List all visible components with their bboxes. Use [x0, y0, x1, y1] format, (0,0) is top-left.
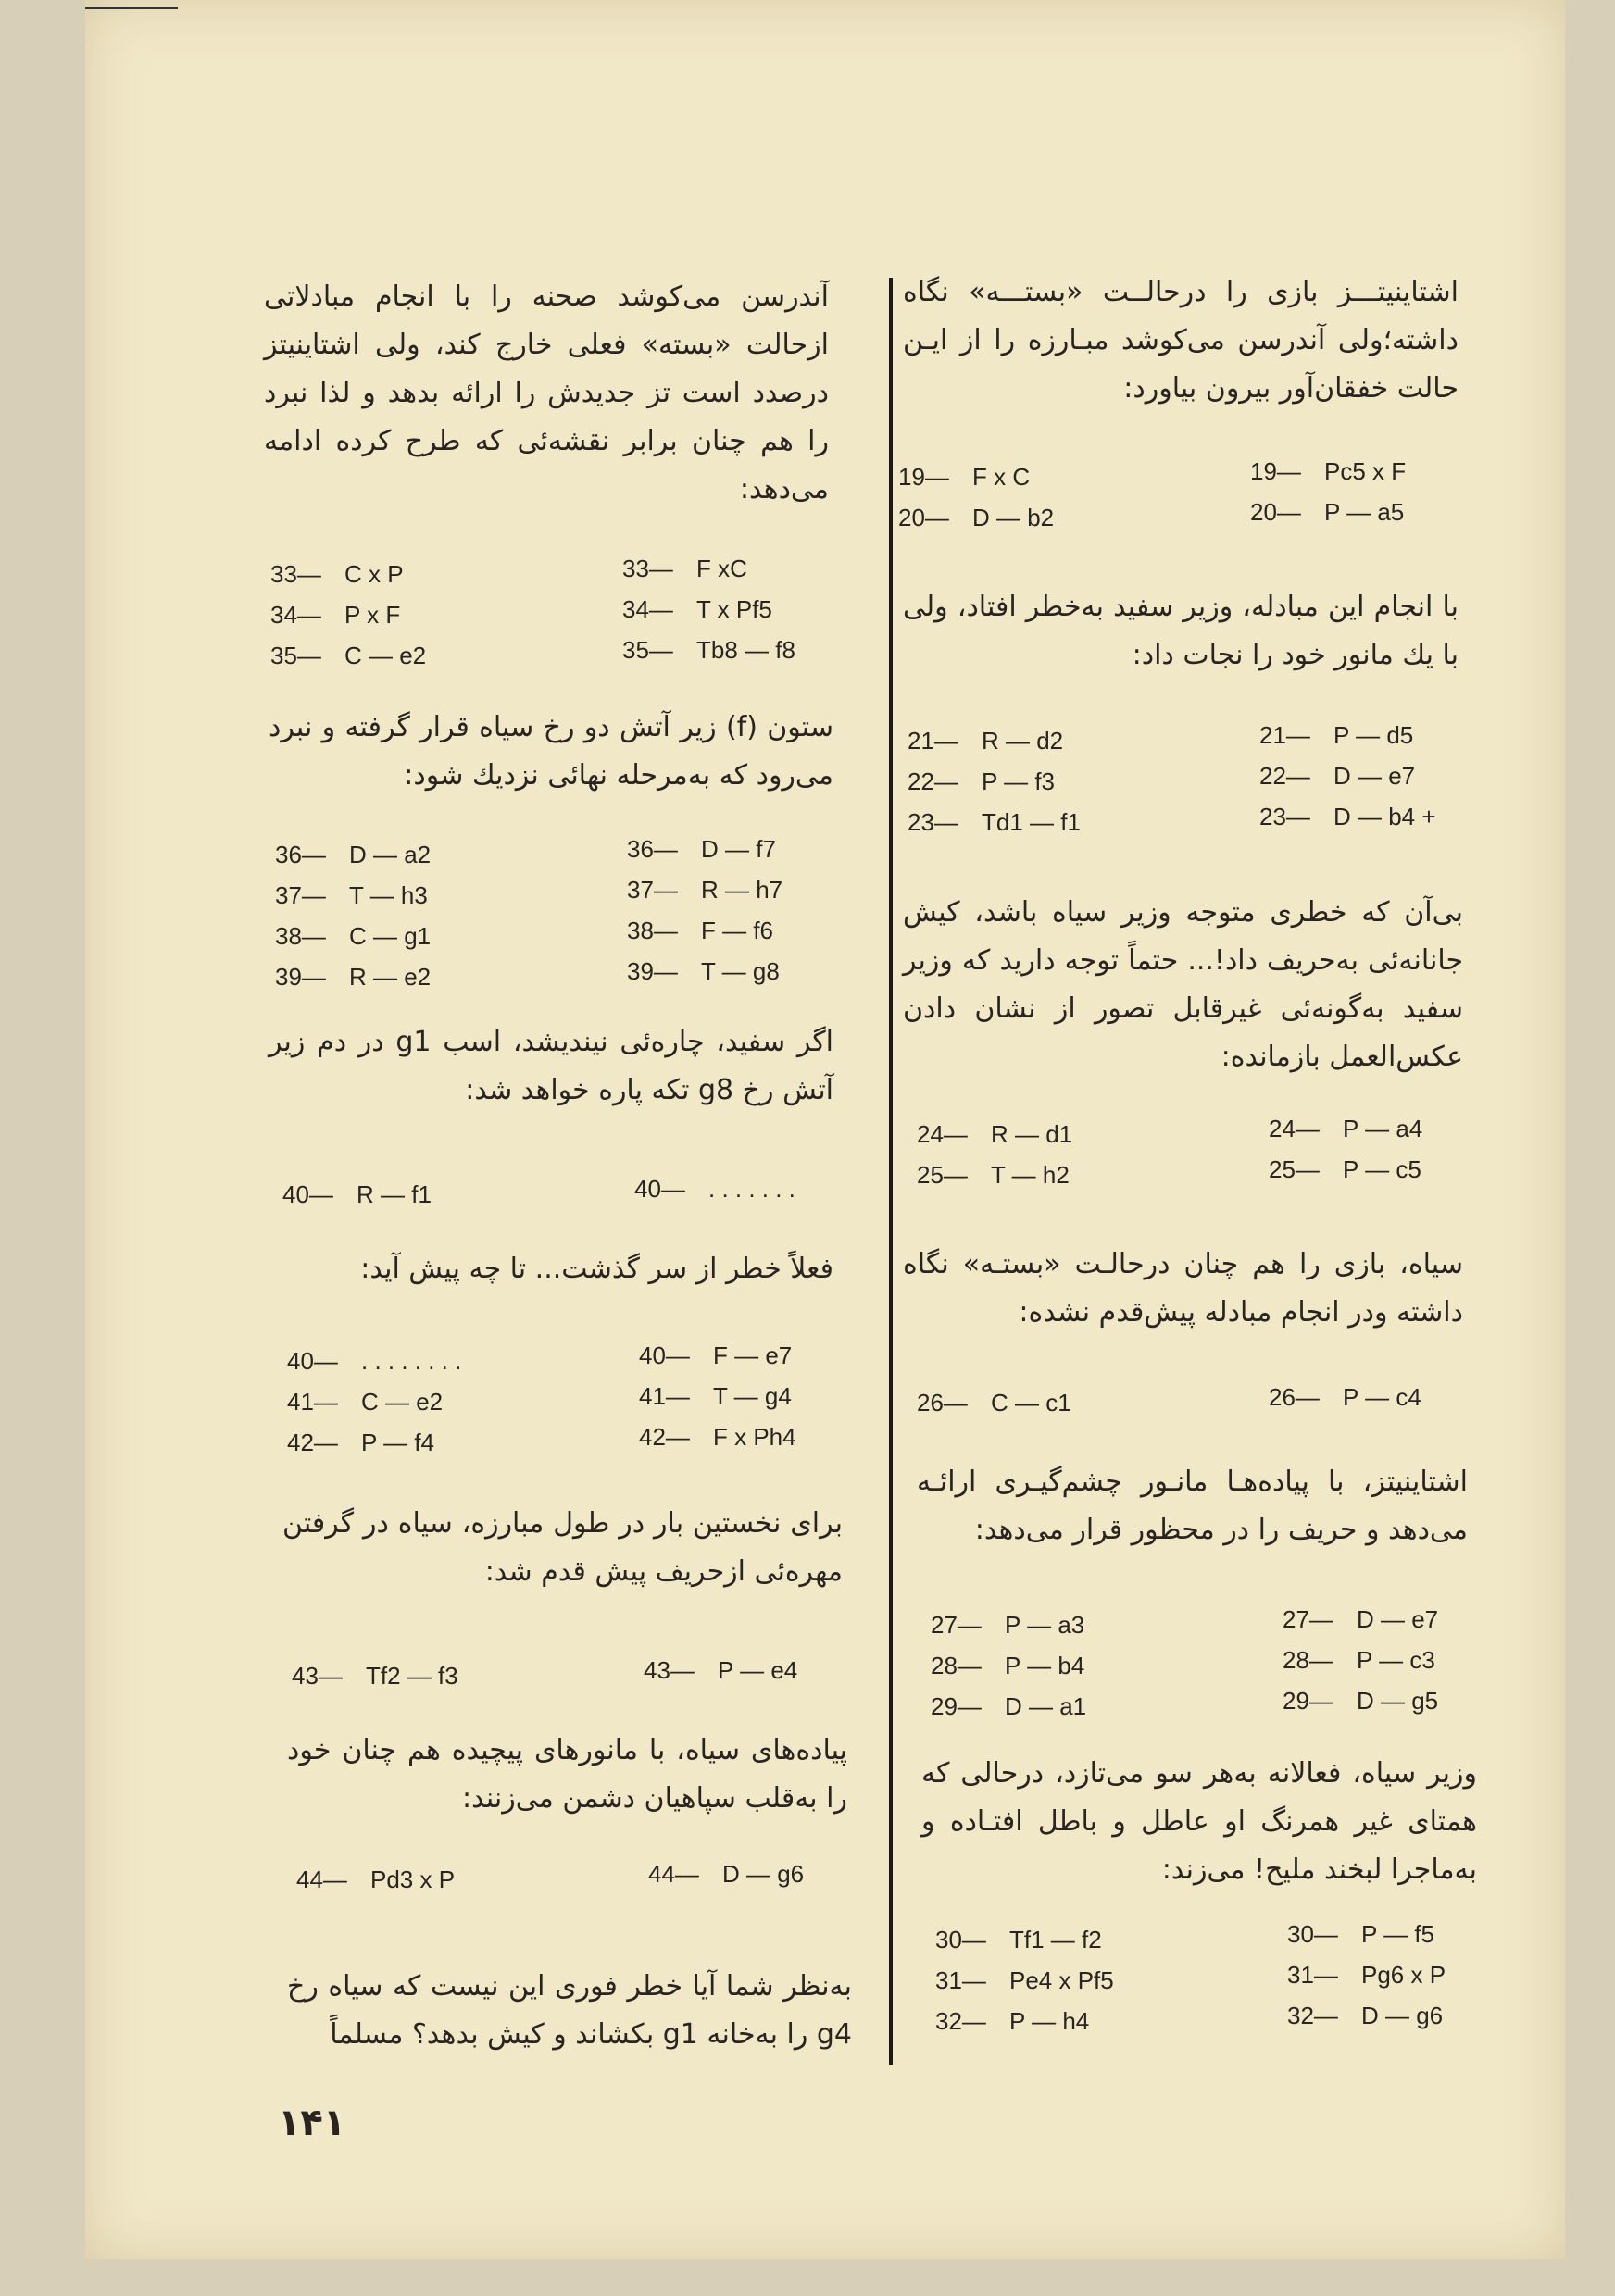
move-number: 32— — [935, 2007, 986, 2035]
move-number: 32— — [1287, 2002, 1338, 2029]
black-move — [1269, 1383, 1421, 1412]
move-number: 24— — [1269, 1115, 1320, 1142]
move-text: P x F — [344, 601, 401, 629]
white-move — [287, 1388, 443, 1416]
right-paragraph-5: اشتاینیتز، با پیاده‌هـا مانـور چشم‌گیـری ارائـه می‌دهد و حریف را در محظور قرار می‌دهد: — [917, 1466, 1468, 1546]
move-number: 39— — [275, 963, 326, 991]
move-number: 21— — [908, 727, 958, 755]
move-text: D — g6 — [1361, 2002, 1444, 2029]
move-text: D — e7 — [1357, 1605, 1439, 1633]
left-paragraph-7: به‌نظر شما آیا خطر فوری این نیست که سیاه رخ g4 را به‌خانه g1 بکشاند و کیش بدهد؟ مسلماً — [287, 1970, 852, 2051]
white-move — [935, 1966, 1114, 1995]
move-text: D — g5 — [1357, 1687, 1439, 1715]
black-move — [1287, 1920, 1434, 1949]
move-number: 31— — [1287, 1961, 1338, 1989]
move-text: R — f1 — [357, 1180, 432, 1208]
white-move — [917, 1120, 1072, 1149]
move-text: Pc5 x F — [1324, 457, 1407, 485]
right-paragraph-3: بی‌آن که خطری متوجه وزیر سیاه باشد، کیش جانانه‌ئی به‌حریف داد!... حتماً توجه دارید که وزیر سفید به‌گونه‌ئی غیرقابل تصور از نشان دادن عکس‌العمل بازمانده: — [903, 896, 1463, 1073]
move-number: 40— — [639, 1341, 690, 1369]
move-number: 26— — [917, 1389, 968, 1416]
black-move — [1283, 1687, 1438, 1716]
move-number: 29— — [931, 1692, 982, 1720]
move-number: 40— — [634, 1175, 685, 1203]
move-number: 33— — [270, 560, 321, 588]
move-text: F x Ph4 — [713, 1423, 796, 1451]
black-move — [1283, 1605, 1438, 1634]
move-text: P — a5 — [1324, 498, 1405, 526]
move-number: 37— — [275, 881, 326, 909]
left-paragraph-2: ستون (f) زیر آتش دو رخ سیاه قرار گرفته و نبرد می‌رود که به‌مرحله نهائی نزدیك شود: — [269, 711, 833, 792]
move-text: F xC — [696, 555, 747, 582]
move-number: 24— — [917, 1120, 968, 1148]
move-text: P — f4 — [361, 1429, 435, 1456]
right-paragraph-2: با انجام این مبادله، وزیر سفید به‌خطر افتاد، ولی با یك مانور خود را نجات داد: — [903, 591, 1459, 671]
page-number: ۱۴۱ — [278, 2102, 346, 2144]
move-text: C — e2 — [344, 642, 427, 669]
white-move — [296, 1866, 455, 1894]
move-number: 42— — [287, 1429, 338, 1456]
move-text: D — a2 — [349, 841, 432, 868]
move-text: R — d2 — [982, 727, 1064, 755]
move-text: C — e2 — [361, 1388, 444, 1416]
move-text: F x C — [972, 463, 1031, 491]
move-number: 27— — [931, 1611, 982, 1639]
move-number: 23— — [1259, 803, 1310, 830]
move-text: Pe4 x Pf5 — [1009, 1966, 1114, 1994]
white-move — [275, 922, 431, 951]
move-number: 42— — [639, 1423, 690, 1451]
move-text: P — c5 — [1343, 1155, 1421, 1183]
left-paragraph-3: اگر سفید، چاره‌ئی نیندیشد، اسب g1 در دم زیر آتش رخ g8 تکه پاره خواهد شد: — [269, 1026, 833, 1106]
move-text: D — b2 — [972, 504, 1055, 531]
white-move — [287, 1429, 434, 1457]
black-move — [1269, 1115, 1422, 1143]
move-text: P — a3 — [1005, 1611, 1085, 1639]
white-move — [270, 560, 404, 589]
move-number: 33— — [622, 555, 673, 582]
white-move — [931, 1652, 1084, 1680]
move-text: T — h3 — [349, 881, 428, 909]
top-rule — [85, 7, 178, 9]
black-move — [1259, 803, 1436, 831]
move-text: . . . . . . . — [708, 1175, 795, 1203]
move-text: D — b4 + — [1333, 803, 1436, 830]
black-move — [639, 1382, 792, 1411]
white-move — [917, 1389, 1071, 1417]
move-number: 44— — [648, 1860, 699, 1888]
right-paragraph-4: سیاه، بازی را هم چنان درحالـت «بستـه» نگاه داشته ودر انجام مبادله پیش‌قدم نشده: — [903, 1248, 1463, 1329]
move-text: C — c1 — [991, 1389, 1071, 1416]
move-text: P — f3 — [982, 767, 1056, 795]
move-number: 31— — [935, 1966, 986, 1994]
move-number: 35— — [622, 636, 673, 664]
move-text: D — f7 — [701, 835, 776, 863]
move-number: 28— — [931, 1652, 982, 1679]
black-move — [1287, 2002, 1443, 2030]
move-number: 28— — [1283, 1646, 1333, 1674]
move-number: 19— — [1250, 457, 1301, 485]
move-number: 30— — [1287, 1920, 1338, 1948]
move-number: 22— — [908, 767, 958, 795]
move-number: 29— — [1283, 1687, 1333, 1715]
left-paragraph-5: برای نخستین بار در طول مبارزه، سیاه در گرفتن مهره‌ئی ازحریف پیش قدم شد: — [282, 1507, 843, 1588]
right-paragraph-6: وزیر سیاه، فعالانه به‌هر سو می‌تازد، درحالی که همتای غیر همرنگ او عاطل و باطل افتـاده و به‌ماجرا لبخند ملیح! می‌زند: — [921, 1757, 1477, 1886]
black-move — [639, 1423, 796, 1452]
white-move — [935, 2007, 1089, 2036]
move-text: Tf2 — f3 — [366, 1662, 458, 1690]
move-number: 21— — [1259, 721, 1310, 749]
column-divider — [889, 278, 893, 2065]
move-text: Pd3 x P — [370, 1866, 456, 1893]
move-number: 36— — [627, 835, 678, 863]
white-move — [282, 1180, 432, 1209]
black-move — [1283, 1646, 1435, 1675]
move-number: 34— — [270, 601, 321, 629]
white-move — [908, 727, 1063, 755]
move-number: 38— — [627, 917, 678, 944]
black-move — [627, 957, 780, 986]
black-move — [627, 876, 782, 905]
move-number: 20— — [1250, 498, 1301, 526]
white-move — [270, 642, 426, 670]
move-number: 40— — [282, 1180, 333, 1208]
move-text: D — a1 — [1005, 1692, 1087, 1720]
black-move — [634, 1175, 795, 1204]
white-move — [931, 1611, 1084, 1640]
move-text: R — e2 — [349, 963, 432, 991]
move-number: 25— — [1269, 1155, 1320, 1183]
move-number: 20— — [898, 504, 949, 531]
black-move — [627, 835, 776, 864]
move-number: 27— — [1283, 1605, 1333, 1633]
move-number: 43— — [292, 1662, 343, 1690]
move-text: P — c4 — [1343, 1383, 1421, 1411]
move-number: 39— — [627, 957, 678, 985]
white-move — [898, 463, 1030, 492]
left-paragraph-6: پیاده‌های سیاه، با مانورهای پیچیده هم چنان خود را به‌قلب سپاهیان دشمن می‌زنند: — [287, 1734, 847, 1815]
white-move — [898, 504, 1054, 532]
move-text: T x Pf5 — [696, 595, 772, 623]
left-paragraph-4: فعلاً خطر از سر گذشت... تا چه پیش آید: — [360, 1253, 833, 1285]
move-text: P — f5 — [1361, 1920, 1435, 1948]
move-text: T — g8 — [701, 957, 780, 985]
move-number: 25— — [917, 1161, 968, 1189]
move-text: T — h2 — [991, 1161, 1070, 1189]
move-text: . . . . . . . . — [361, 1347, 462, 1375]
move-number: 36— — [275, 841, 326, 868]
black-move — [1259, 762, 1415, 791]
black-move — [1287, 1961, 1446, 1990]
move-text: D — e7 — [1333, 762, 1416, 790]
move-number: 37— — [627, 876, 678, 904]
black-move — [1250, 498, 1404, 527]
move-text: P — d5 — [1333, 721, 1414, 749]
white-move — [275, 881, 428, 910]
move-text: Tf1 — f2 — [1009, 1926, 1102, 1953]
move-number: 40— — [287, 1347, 338, 1375]
white-move — [935, 1926, 1102, 1954]
black-move — [648, 1860, 804, 1889]
black-move — [1269, 1155, 1421, 1184]
move-number: 23— — [908, 808, 958, 836]
move-number: 19— — [898, 463, 949, 491]
move-number: 38— — [275, 922, 326, 950]
black-move — [1259, 721, 1413, 750]
move-number: 43— — [644, 1656, 695, 1684]
black-move — [622, 636, 795, 665]
move-text: F — f6 — [701, 917, 774, 944]
move-number: 26— — [1269, 1383, 1320, 1411]
black-move — [639, 1341, 792, 1370]
white-move — [275, 841, 431, 869]
move-text: Pg6 x P — [1361, 1961, 1446, 1989]
right-paragraph-1: اشتاینیتـــز بازی را درحالــت «بستـــه» نگاه داشته؛ولی آندرسن می‌کوشد مبـارزه را از ایـن حالت خفقان‌آور بیرون بیاورد: — [903, 276, 1459, 405]
white-move — [270, 601, 400, 630]
white-move — [931, 1692, 1086, 1721]
move-number: 35— — [270, 642, 321, 669]
black-move — [644, 1656, 797, 1685]
white-move — [908, 767, 1055, 796]
move-number: 22— — [1259, 762, 1310, 790]
move-text: P — h4 — [1009, 2007, 1090, 2035]
white-move — [275, 963, 431, 992]
move-number: 44— — [296, 1866, 347, 1893]
move-number: 41— — [287, 1388, 338, 1416]
black-move — [627, 917, 773, 945]
move-text: C — g1 — [349, 922, 432, 950]
white-move — [287, 1347, 461, 1376]
black-move — [622, 555, 747, 583]
white-move — [908, 808, 1081, 837]
move-number: 41— — [639, 1382, 690, 1410]
move-number: 30— — [935, 1926, 986, 1953]
left-paragraph-1: آندرسن می‌کوشد صحنه را با انجام مبادلاتی ازحالت «بسته» فعلی خارج کند، ولی اشتاینیتز درصدد است تز جدیدش را ارائه بدهد و لذا نبرد را هم چنان برابر نقشه‌ئی که طرح کرده ادامه می‌دهد: — [264, 281, 829, 505]
move-text: F — e7 — [713, 1341, 793, 1369]
black-move — [1250, 457, 1406, 486]
move-text: P — a4 — [1343, 1115, 1423, 1142]
move-text: Td1 — f1 — [982, 808, 1081, 836]
move-text: Tb8 — f8 — [696, 636, 795, 664]
move-text: T — g4 — [713, 1382, 792, 1410]
move-text: R — d1 — [991, 1120, 1073, 1148]
move-number: 34— — [622, 595, 673, 623]
white-move — [917, 1161, 1070, 1190]
black-move — [622, 595, 772, 624]
move-text: P — e4 — [718, 1656, 798, 1684]
move-text: C x P — [344, 560, 404, 588]
move-text: P — c3 — [1357, 1646, 1435, 1674]
move-text: D — g6 — [722, 1860, 805, 1888]
white-move — [292, 1662, 458, 1691]
move-text: R — h7 — [701, 876, 783, 904]
move-text: P — b4 — [1005, 1652, 1085, 1679]
